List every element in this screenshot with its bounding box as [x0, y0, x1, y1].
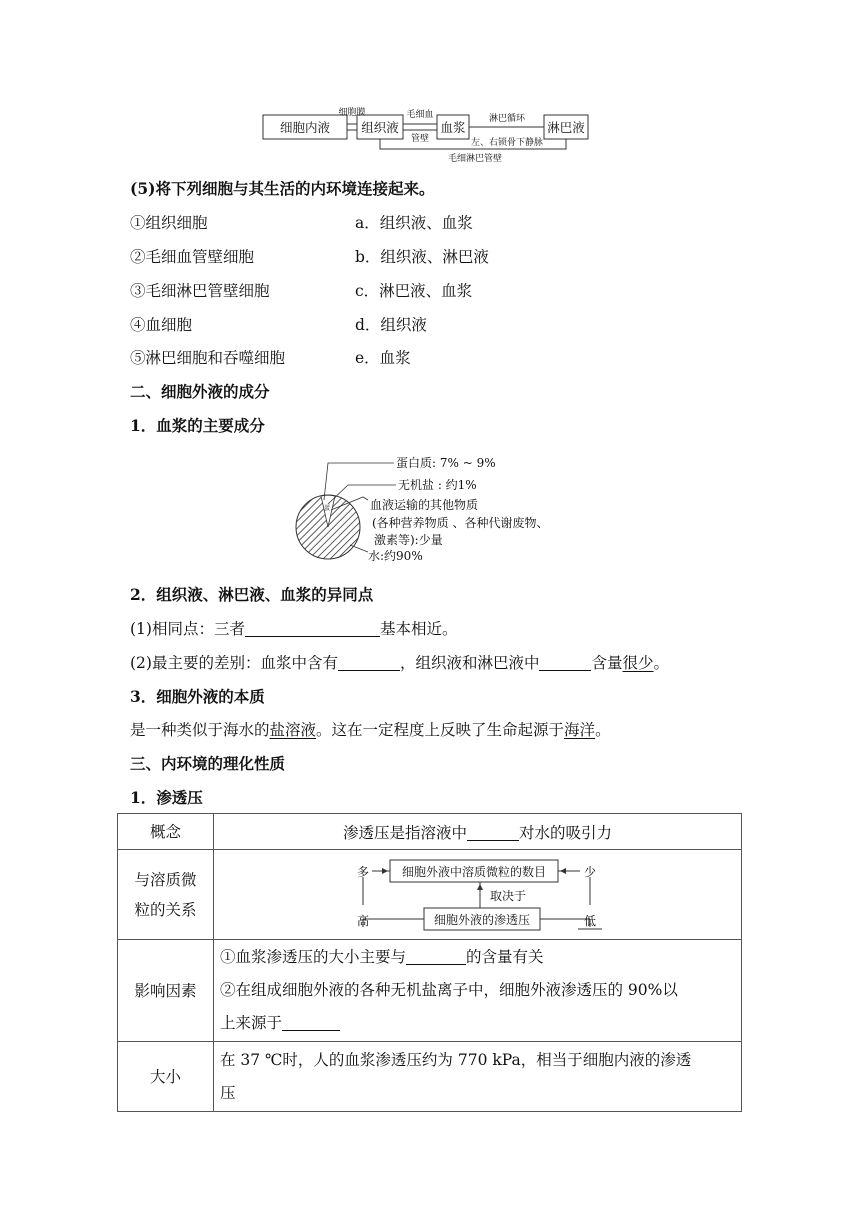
pie-label-other-2: (各种营养物质 、各种代谢废物、 — [372, 516, 549, 530]
section2-item3: 3．细胞外液的本质 — [130, 687, 265, 706]
label-lymph-circulation: 淋巴循环 — [488, 114, 526, 124]
value-concept: 渗透压是指溶液中 对水的吸引力 — [214, 814, 742, 850]
answer-blank-diff-1[interactable] — [338, 653, 400, 671]
label-tissue-fluid: 组织液 — [361, 120, 399, 135]
value-factors: ①血浆渗透压的大小主要与 的含量有关 ②在组成细胞外液的各种无机盐离子中，细胞外液渗透压的 90%以 上来源于 — [214, 940, 742, 1042]
relation-depends: 取决于 — [490, 888, 527, 903]
q5-right-d: d．组织液 — [355, 316, 427, 334]
label-size: 大小 — [118, 1042, 214, 1112]
label-cell-membrane: 细胞膜 — [338, 108, 366, 118]
relation-bottom-box: 细胞外液的渗透压 — [433, 912, 531, 927]
q5-right-a: a．组织液、血浆 — [355, 214, 473, 232]
label-concept: 概念 — [118, 814, 214, 850]
answer-blank-diff-2[interactable] — [539, 653, 591, 671]
label-plasma: 血浆 — [440, 120, 466, 135]
relation-high: 高 — [356, 913, 370, 928]
pie-label-salt: 无机盐 : 约1% — [398, 478, 477, 492]
q5-left-5: ⑤淋巴细胞和吞噬细胞 — [130, 349, 286, 367]
plasma-composition-pie — [288, 452, 588, 572]
q5-title: (5)将下列细胞与其生活的内环境连接起来。 — [130, 179, 435, 198]
label-factors: 影响因素 — [118, 940, 214, 1042]
q5-right-e: e．血浆 — [355, 349, 411, 367]
q5-left-2: ②毛细血管壁细胞 — [130, 248, 255, 266]
section3-title: 三、内环境的理化性质 — [130, 754, 286, 773]
value-relation — [214, 850, 742, 940]
label-subclavian-vein: 左、右锁骨下静脉 — [470, 138, 544, 148]
answer-blank-factor-1[interactable] — [406, 947, 466, 965]
section2-item1: 1．血浆的主要成分 — [130, 416, 265, 435]
q5-left-4: ④血细胞 — [130, 316, 193, 334]
label-relation: 与溶质微 粒的关系 — [118, 850, 214, 940]
table-row-factors — [118, 940, 742, 1042]
value-size: 在 37 ℃时，人的血浆渗透压约为 770 kPa，相当于细胞内液的渗透 压 — [214, 1042, 742, 1112]
fluid-relation-diagram — [255, 104, 595, 166]
label-lymph-capillary-wall: 毛细淋巴管壁 — [447, 154, 503, 164]
answer-blank-same[interactable] — [245, 619, 380, 637]
q5-right-c: c．淋巴液、血浆 — [355, 282, 473, 300]
osmotic-pressure-table — [117, 813, 742, 1112]
section2-title: 二、细胞外液的成分 — [130, 382, 270, 401]
label-lymph: 淋巴液 — [547, 120, 585, 135]
section3-item1: 1．渗透压 — [130, 788, 203, 807]
answer-blank-concept[interactable] — [467, 823, 519, 841]
essence-line: 是一种类似于海水的盐溶液。这在一定程度上反映了生命起源于海洋。 — [130, 721, 611, 739]
relation-top-box: 细胞外液中溶质微粒的数目 — [401, 864, 547, 879]
relation-less: 少 — [583, 864, 597, 879]
pie-label-other-1: 血液运输的其他物质 — [370, 498, 479, 512]
pie-label-protein: 蛋白质: 7% ~ 9% — [396, 456, 496, 470]
answer-blank-factor-2[interactable] — [282, 1013, 340, 1031]
label-capillary-wall-1: 毛细血 — [406, 110, 434, 120]
section2-item2: 2．组织液、淋巴液、血浆的异同点 — [130, 585, 374, 604]
table-row-relation — [118, 850, 742, 940]
same-line: (1)相同点：三者 基本相近。 — [130, 620, 458, 638]
q5-right-b: b．组织液、淋巴液 — [355, 248, 489, 266]
relation-more: 多 — [356, 864, 370, 879]
label-capillary-wall-2: 管壁 — [410, 134, 430, 144]
pie-label-other-3: 激素等):少量 — [374, 533, 443, 547]
diff-line: (2)最主要的差别：血浆中含有 ，组织液和淋巴液中 含量很少。 — [130, 654, 670, 672]
pie-label-water: 水:约90% — [368, 549, 423, 563]
table-row-size — [118, 1042, 742, 1112]
svg-text:蛋: 蛋 — [324, 505, 331, 512]
table-row-concept — [118, 814, 742, 850]
q5-left-3: ③毛细淋巴管壁细胞 — [130, 282, 270, 300]
label-intracellular: 细胞内液 — [279, 120, 331, 135]
q5-left-1: ①组织细胞 — [130, 214, 208, 232]
relation-low: 低 — [583, 913, 597, 928]
solute-relation-diagram — [352, 855, 652, 935]
